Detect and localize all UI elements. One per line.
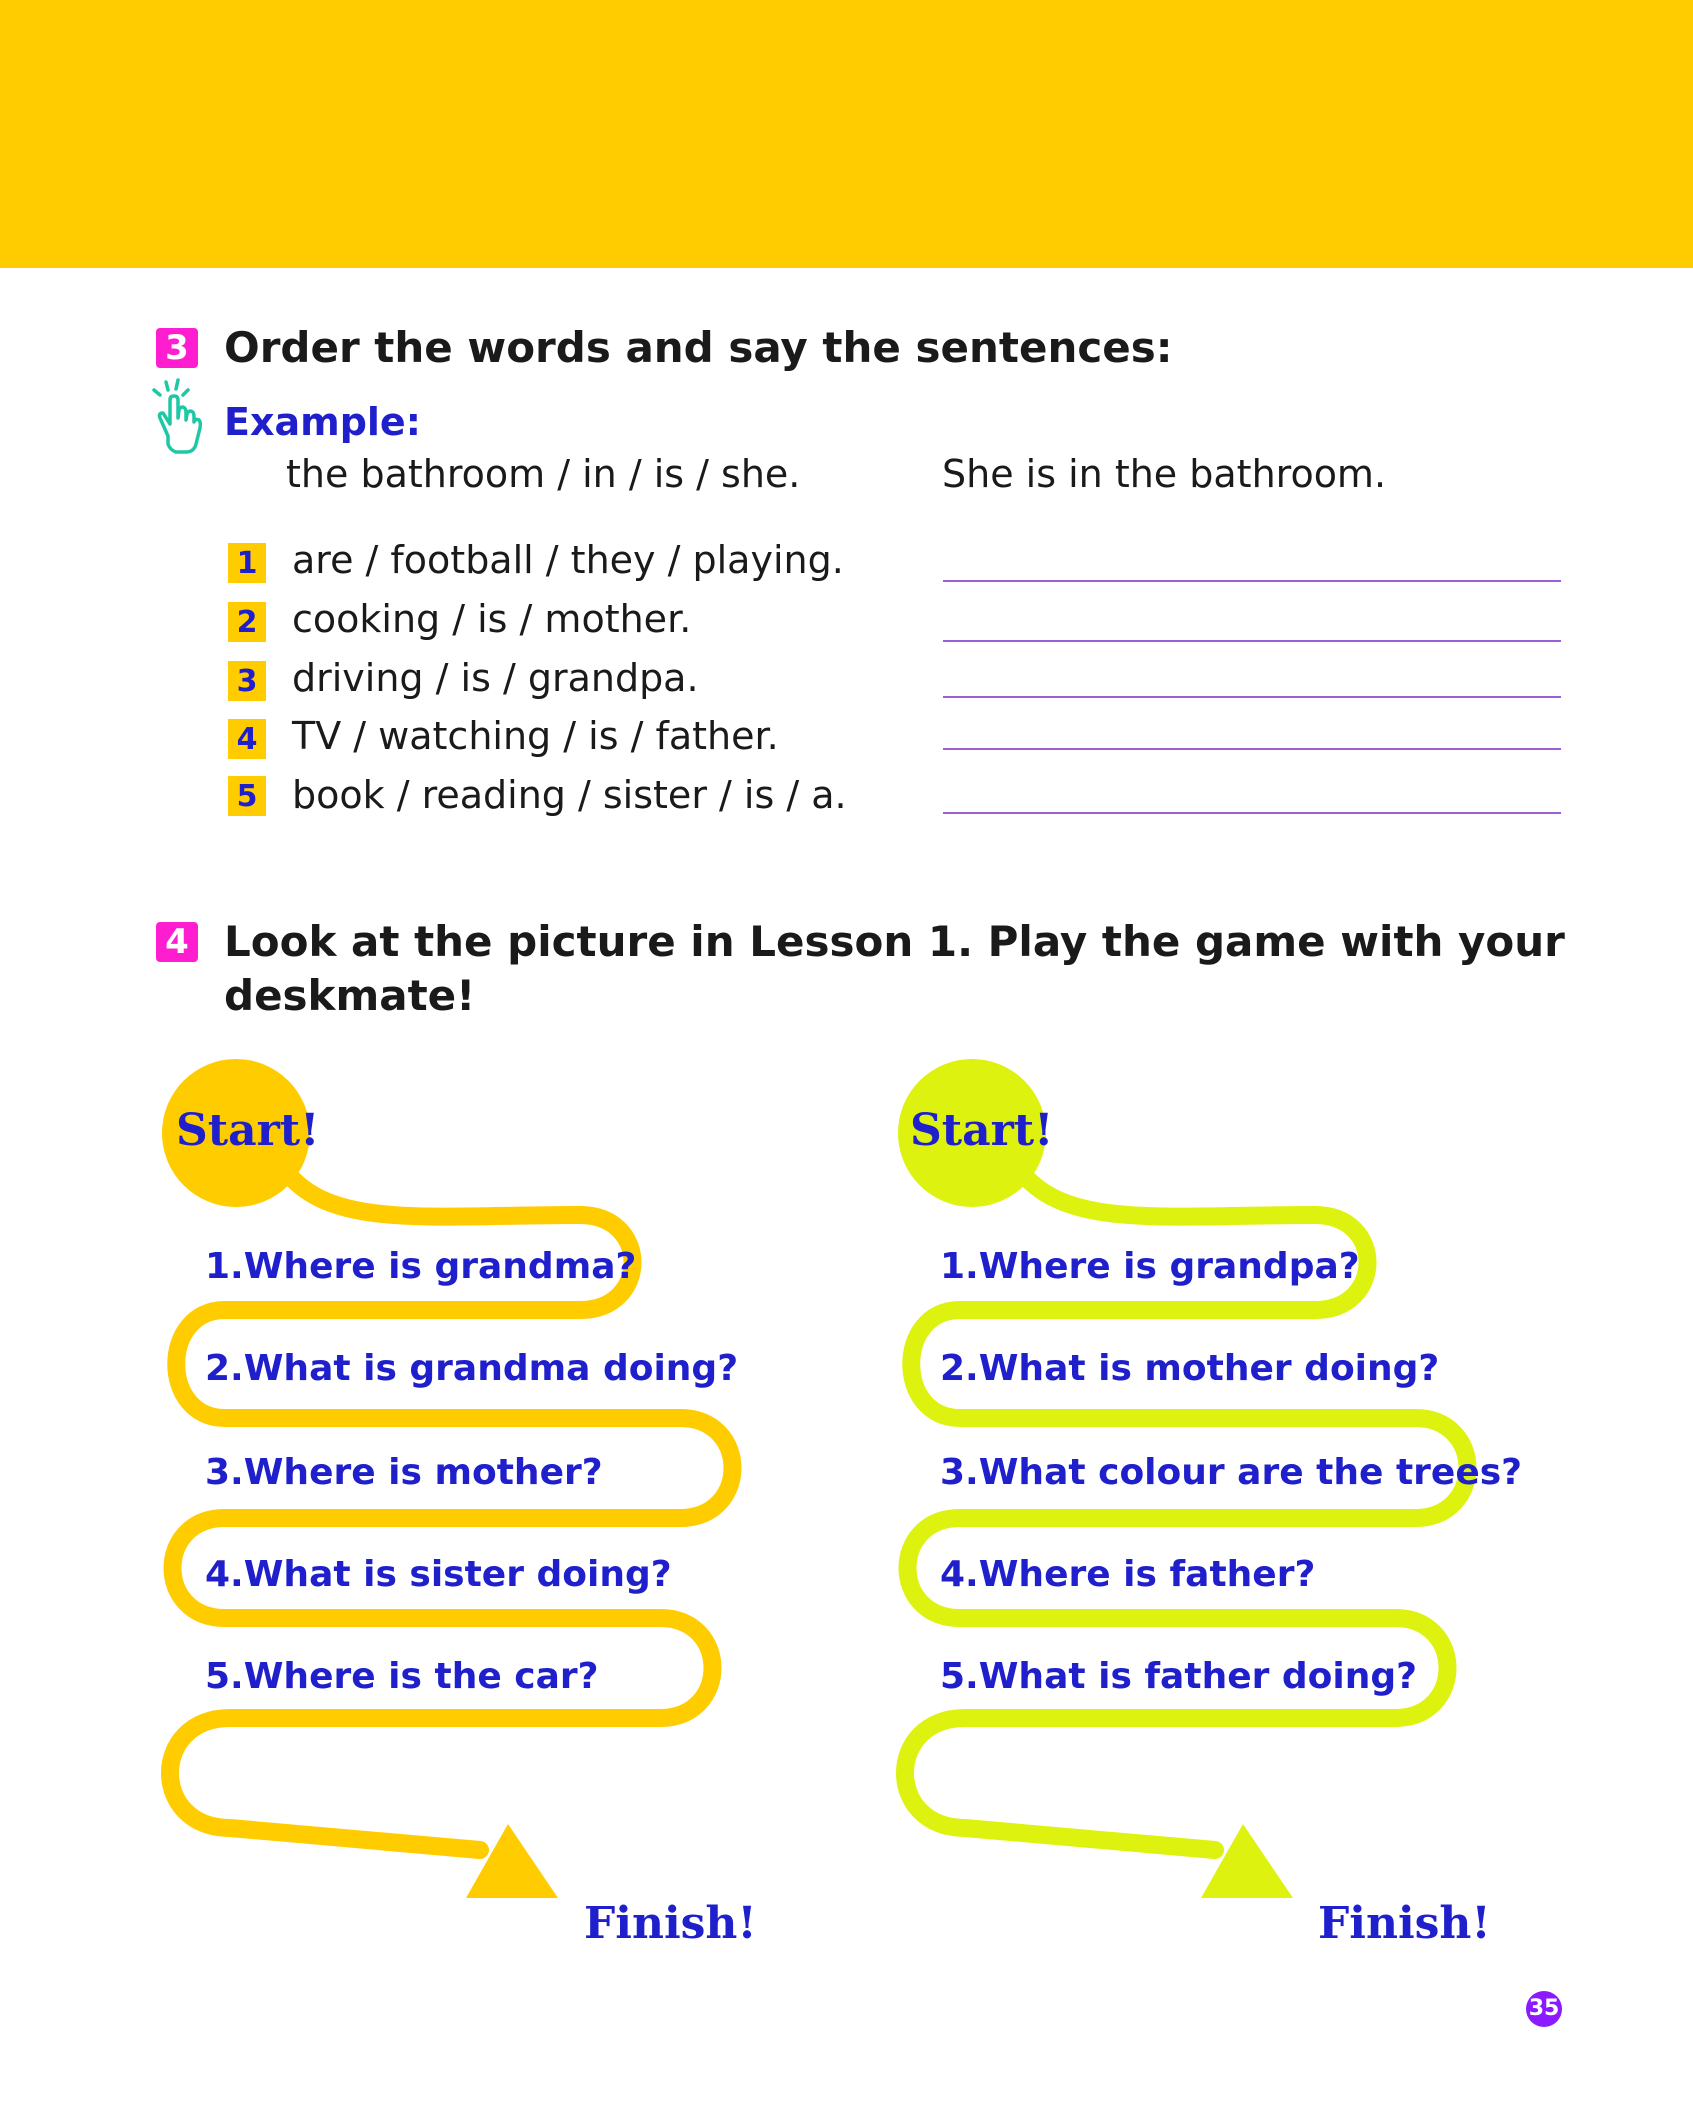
example-words: the bathroom / in / is / she. — [286, 452, 801, 496]
exercise-4-number: 4 — [156, 922, 198, 962]
item-words-4: TV / watching / is / father. — [292, 714, 779, 758]
item-number-3: 3 — [228, 661, 266, 701]
right-finish-label: Finish! — [1318, 1898, 1491, 1949]
right-question-2: 2.What is mother doing? — [940, 1348, 1440, 1389]
left-question-2: 2.What is grandma doing? — [205, 1348, 739, 1389]
right-question-4: 4.Where is father? — [940, 1554, 1316, 1595]
right-start-label: Start! — [910, 1105, 1054, 1156]
top-color-band — [0, 0, 1693, 268]
page-number: 35 — [1526, 1991, 1562, 2027]
right-question-3: 3.What colour are the trees? — [940, 1452, 1523, 1493]
item-words-3: driving / is / grandpa. — [292, 656, 699, 700]
left-question-5: 5.Where is the car? — [205, 1656, 599, 1697]
item-words-2: cooking / is / mother. — [292, 597, 692, 641]
right-question-5: 5.What is father doing? — [940, 1656, 1418, 1697]
item-number-5: 5 — [228, 776, 266, 816]
item-number-1: 1 — [228, 543, 266, 583]
item-number-4: 4 — [228, 719, 266, 759]
left-finish-arrow — [466, 1824, 558, 1898]
item-number-2: 2 — [228, 602, 266, 642]
left-question-3: 3.Where is mother? — [205, 1452, 603, 1493]
right-finish-arrow — [1201, 1824, 1293, 1898]
answer-line-4[interactable] — [943, 748, 1561, 750]
answer-line-2[interactable] — [943, 640, 1561, 642]
left-question-1: 1.Where is grandma? — [205, 1246, 637, 1287]
example-label: Example: — [224, 400, 421, 444]
answer-line-3[interactable] — [943, 696, 1561, 698]
answer-line-5[interactable] — [943, 812, 1561, 814]
example-answer: She is in the bathroom. — [942, 452, 1387, 496]
game-paths — [0, 1040, 1693, 2000]
item-words-1: are / football / they / playing. — [292, 538, 844, 582]
answer-line-1[interactable] — [943, 580, 1561, 582]
exercise-3-title: Order the words and say the sentences: — [224, 323, 1173, 372]
exercise-3-number: 3 — [156, 328, 198, 368]
right-question-1: 1.Where is grandpa? — [940, 1246, 1360, 1287]
left-start-label: Start! — [176, 1105, 320, 1156]
left-question-4: 4.What is sister doing? — [205, 1554, 672, 1595]
pointing-hand-icon — [146, 378, 206, 458]
exercise-4-title-line2: deskmate! — [224, 971, 476, 1020]
left-finish-label: Finish! — [584, 1898, 757, 1949]
exercise-4-title-line1: Look at the picture in Lesson 1. Play the game with your — [224, 917, 1565, 966]
item-words-5: book / reading / sister / is / a. — [292, 773, 847, 817]
